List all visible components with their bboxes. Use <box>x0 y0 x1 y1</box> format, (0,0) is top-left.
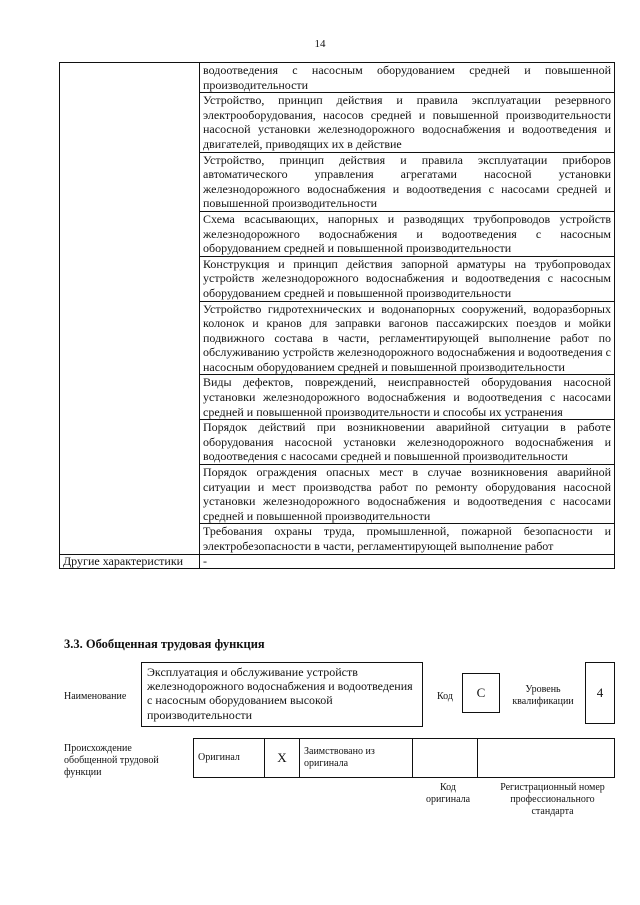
knowledge-item: водоотведения с насосным оборудованием средней и повышенной производительности <box>200 63 615 93</box>
other-characteristics-label: Другие характеристики <box>60 554 200 568</box>
knowledge-item: Устройство, принцип действия и правила эксплуатации приборов автоматического управления агрегатами насосной установки железнодорожного водоснабжения и водоотведения с насосами средней и повышенной производительности <box>200 152 615 211</box>
qualification-level-label: Уровень квалификации <box>512 684 574 707</box>
knowledge-item: Устройство гидротехнических и водонапорных сооружений, водоразборных колонок и кранов для заправки вагонов пассажирских поездов и мойки подвижного состава в части, регламентирующей выполнение работ по обслуживанию устройств железнодорожного водоснабжения и водоотведения с насосным оборудованием средней и повышенной производительности <box>200 301 615 375</box>
code-value: C <box>462 673 500 713</box>
origin-table <box>193 738 615 778</box>
original-label: Оригинал <box>194 739 265 778</box>
knowledge-item: Порядок ограждения опасных мест в случае возникновения аварийной ситуации и мест производства работ по ремонту оборудования насосной установки железнодорожного водоснабжения и водоотведения с насосами средней и повышенной производительности <box>200 465 615 524</box>
table-row <box>194 739 615 778</box>
knowledge-table <box>59 62 615 569</box>
reg-number-caption: Регистрационный номер профессионального стандарта <box>500 782 605 817</box>
origin-code-caption: Код оригинала <box>425 782 471 805</box>
section-title: 3.3. Обобщенная трудовая функция <box>64 637 265 651</box>
qualification-level-value: 4 <box>585 662 615 724</box>
original-mark: X <box>265 739 300 778</box>
code-label: Код <box>437 691 453 702</box>
origin-label: Происхождение обобщенной трудовой функции <box>64 743 159 778</box>
borrowed-label: Заимствовано из оригинала <box>300 739 413 778</box>
reg-number-cell <box>478 739 615 778</box>
table-row <box>60 63 615 93</box>
name-value: Эксплуатация и обслуживание устройств железнодорожного водоснабжения и водоотведения с насосным оборудованием высокой производительности <box>141 662 423 727</box>
knowledge-item: Схема всасывающих, напорных и разводящих трубопроводов устройств железнодорожного водоснабжения и водоотведения с насосным оборудованием средней и повышенной производительности <box>200 211 615 256</box>
other-characteristics-value: - <box>200 554 615 568</box>
name-label: Наименование <box>64 691 127 702</box>
origin-code-cell <box>413 739 478 778</box>
knowledge-item: Требования охраны труда, промышленной, пожарной безопасности и электробезопасности в части, регламентирующей выполнение работ <box>200 524 615 554</box>
knowledge-item: Конструкция и принцип действия запорной арматуры на трубопроводах устройств железнодорожного водоснабжения и водоотведения с насосным оборудованием средней и повышенной производительности <box>200 256 615 301</box>
knowledge-item: Порядок действий при возникновении аварийной ситуации в работе оборудования насосной установки железнодорожного водоснабжения и водоотведения с насосами средней и повышенной производительности <box>200 420 615 465</box>
page-number: 14 <box>314 38 326 50</box>
table-cell-empty <box>60 63 200 555</box>
other-characteristics-row <box>60 554 615 568</box>
knowledge-item: Устройство, принцип действия и правила эксплуатации резервного электрооборудования, насосов средней и повышенной производительности насосной установки железнодорожного водоснабжения и водоотведения и двигателей, приводящих их в действие <box>200 93 615 152</box>
knowledge-item: Виды дефектов, повреждений, неисправностей оборудования насосной установки железнодорожного водоснабжения и водоотведения с насосами средней и повышенной производительности и способы их устранения <box>200 375 615 420</box>
